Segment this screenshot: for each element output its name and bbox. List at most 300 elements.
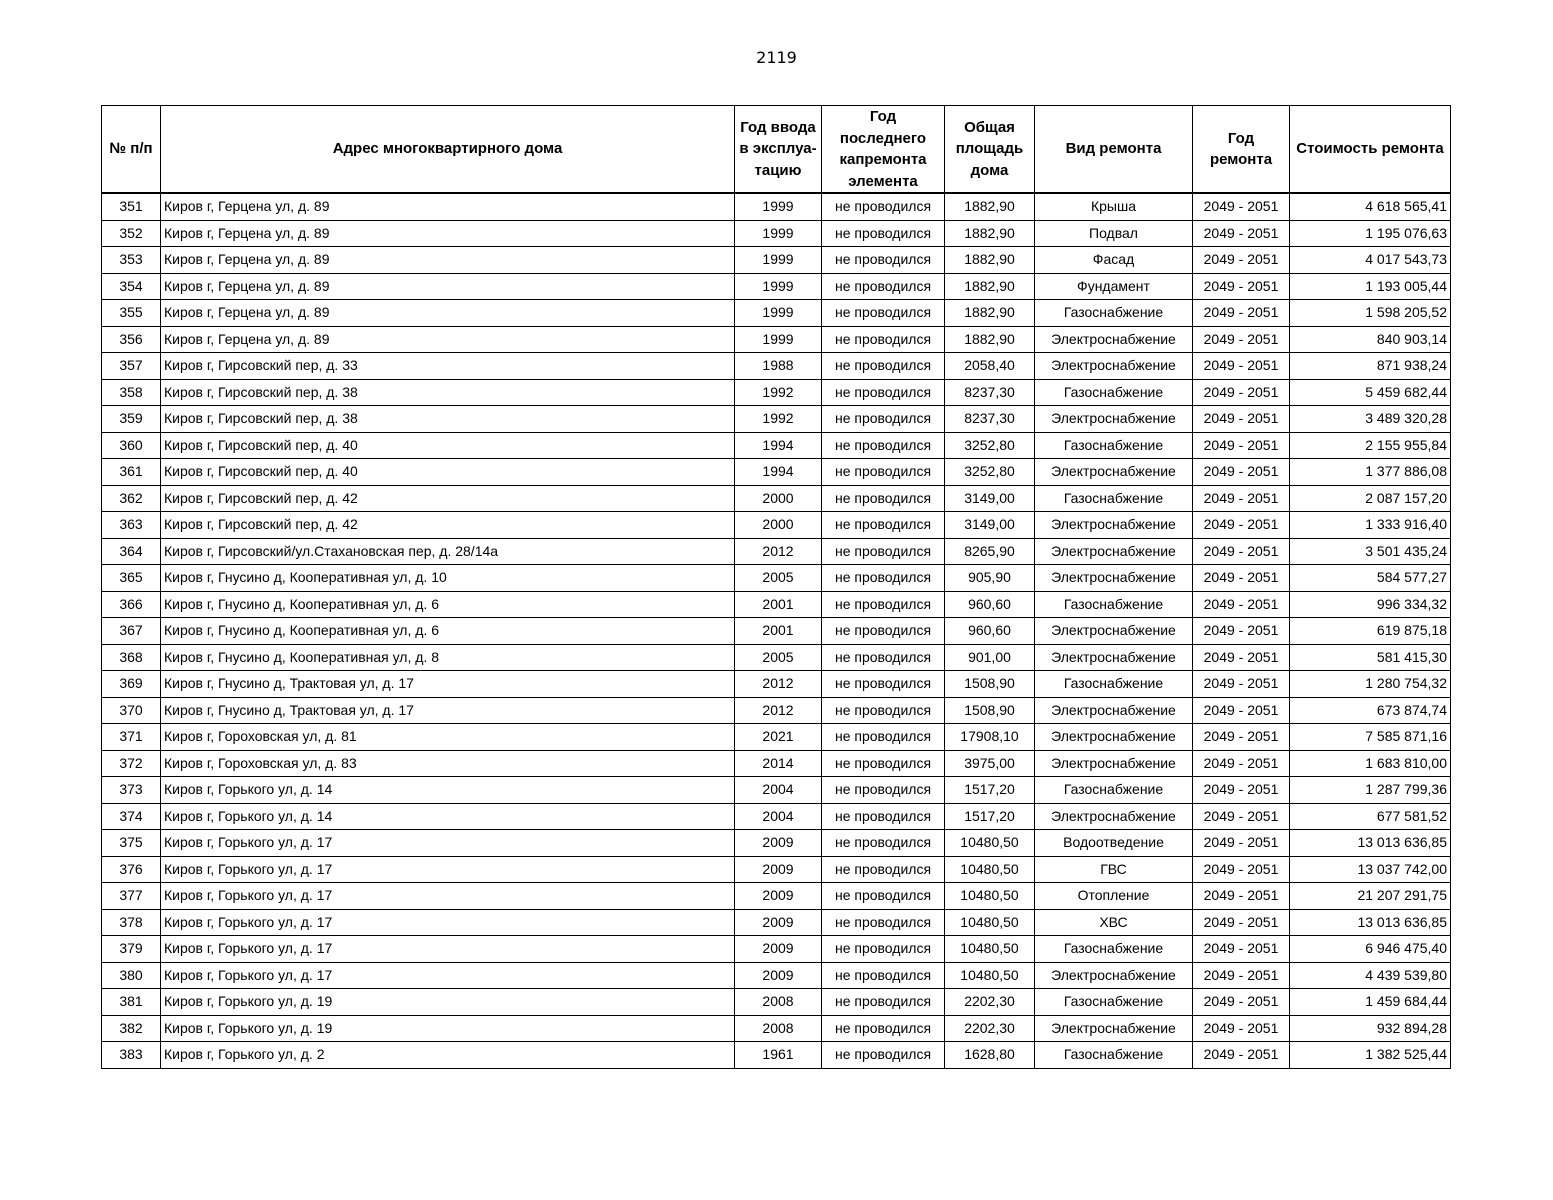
- cell-area: 960,60: [945, 591, 1035, 618]
- cell-repair-type: Электроснабжение: [1035, 538, 1193, 565]
- table-row: [102, 856, 1451, 883]
- table-row: [102, 962, 1451, 989]
- cell-repair-type: Электроснабжение: [1035, 406, 1193, 433]
- cell-area: 960,60: [945, 618, 1035, 645]
- cell-year-built: 1999: [735, 220, 822, 247]
- cell-address: Киров г, Гнусино д, Кооперативная ул, д. 10: [161, 565, 735, 592]
- cell-repair-type: Газоснабжение: [1035, 936, 1193, 963]
- cell-repair-type: Электроснабжение: [1035, 724, 1193, 751]
- cell-repair-type: Электроснабжение: [1035, 512, 1193, 539]
- cell-year-built: 2008: [735, 1015, 822, 1042]
- cell-repair-year: 2049 - 2051: [1193, 512, 1290, 539]
- header-address: Адрес многоквартирного дома: [161, 106, 735, 194]
- cell-num: 368: [102, 644, 161, 671]
- cell-cost: 2 155 955,84: [1290, 432, 1451, 459]
- cell-year-built: 2001: [735, 591, 822, 618]
- cell-area: 10480,50: [945, 936, 1035, 963]
- cell-year-built: 1961: [735, 1042, 822, 1069]
- cell-num: 374: [102, 803, 161, 830]
- cell-repair-year: 2049 - 2051: [1193, 565, 1290, 592]
- cell-last-repair: не проводился: [822, 618, 945, 645]
- cell-last-repair: не проводился: [822, 1042, 945, 1069]
- cell-last-repair: не проводился: [822, 459, 945, 486]
- table-row: [102, 432, 1451, 459]
- cell-area: 10480,50: [945, 883, 1035, 910]
- cell-cost: 1 287 799,36: [1290, 777, 1451, 804]
- cell-last-repair: не проводился: [822, 989, 945, 1016]
- cell-cost: 4 439 539,80: [1290, 962, 1451, 989]
- cell-area: 1882,90: [945, 220, 1035, 247]
- cell-repair-year: 2049 - 2051: [1193, 406, 1290, 433]
- cell-repair-year: 2049 - 2051: [1193, 777, 1290, 804]
- cell-num: 355: [102, 300, 161, 327]
- cell-cost: 13 013 636,85: [1290, 909, 1451, 936]
- cell-cost: 4 618 565,41: [1290, 193, 1451, 220]
- cell-year-built: 2000: [735, 485, 822, 512]
- cell-cost: 21 207 291,75: [1290, 883, 1451, 910]
- table-row: [102, 273, 1451, 300]
- cell-last-repair: не проводился: [822, 406, 945, 433]
- cell-num: 361: [102, 459, 161, 486]
- cell-last-repair: не проводился: [822, 777, 945, 804]
- cell-num: 376: [102, 856, 161, 883]
- cell-cost: 584 577,27: [1290, 565, 1451, 592]
- cell-num: 365: [102, 565, 161, 592]
- cell-area: 3149,00: [945, 485, 1035, 512]
- cell-repair-year: 2049 - 2051: [1193, 856, 1290, 883]
- cell-area: 10480,50: [945, 856, 1035, 883]
- cell-num: 379: [102, 936, 161, 963]
- table-row: [102, 697, 1451, 724]
- cell-num: 367: [102, 618, 161, 645]
- table-row: [102, 220, 1451, 247]
- cell-year-built: 2009: [735, 856, 822, 883]
- cell-area: 3252,80: [945, 459, 1035, 486]
- cell-year-built: 2009: [735, 936, 822, 963]
- table-row: [102, 909, 1451, 936]
- cell-area: 10480,50: [945, 830, 1035, 857]
- cell-address: Киров г, Горького ул, д. 14: [161, 777, 735, 804]
- cell-year-built: 2001: [735, 618, 822, 645]
- cell-repair-year: 2049 - 2051: [1193, 962, 1290, 989]
- cell-repair-year: 2049 - 2051: [1193, 697, 1290, 724]
- cell-year-built: 2004: [735, 777, 822, 804]
- cell-num: 352: [102, 220, 161, 247]
- cell-last-repair: не проводился: [822, 538, 945, 565]
- header-repair-type: Вид ремонта: [1035, 106, 1193, 194]
- cell-num: 358: [102, 379, 161, 406]
- cell-repair-year: 2049 - 2051: [1193, 273, 1290, 300]
- table-row: [102, 379, 1451, 406]
- cell-repair-type: Водоотведение: [1035, 830, 1193, 857]
- table-row: [102, 724, 1451, 751]
- cell-address: Киров г, Герцена ул, д. 89: [161, 193, 735, 220]
- table-row: [102, 565, 1451, 592]
- cell-cost: 1 193 005,44: [1290, 273, 1451, 300]
- cell-cost: 1 459 684,44: [1290, 989, 1451, 1016]
- cell-cost: 1 333 916,40: [1290, 512, 1451, 539]
- cell-cost: 581 415,30: [1290, 644, 1451, 671]
- cell-address: Киров г, Гирсовский пер, д. 40: [161, 432, 735, 459]
- cell-cost: 840 903,14: [1290, 326, 1451, 353]
- cell-address: Киров г, Гнусино д, Кооперативная ул, д. 6: [161, 591, 735, 618]
- cell-repair-type: Электроснабжение: [1035, 750, 1193, 777]
- cell-repair-year: 2049 - 2051: [1193, 936, 1290, 963]
- cell-area: 8237,30: [945, 406, 1035, 433]
- cell-cost: 2 087 157,20: [1290, 485, 1451, 512]
- cell-repair-type: Газоснабжение: [1035, 300, 1193, 327]
- cell-address: Киров г, Гирсовский пер, д. 40: [161, 459, 735, 486]
- cell-repair-type: Электроснабжение: [1035, 565, 1193, 592]
- table-row: [102, 1015, 1451, 1042]
- cell-address: Киров г, Герцена ул, д. 89: [161, 326, 735, 353]
- cell-repair-year: 2049 - 2051: [1193, 326, 1290, 353]
- cell-cost: 932 894,28: [1290, 1015, 1451, 1042]
- cell-repair-year: 2049 - 2051: [1193, 671, 1290, 698]
- cell-repair-type: Газоснабжение: [1035, 1042, 1193, 1069]
- cell-last-repair: не проводился: [822, 273, 945, 300]
- cell-area: 1508,90: [945, 697, 1035, 724]
- table-row: [102, 485, 1451, 512]
- cell-last-repair: не проводился: [822, 909, 945, 936]
- cell-cost: 3 501 435,24: [1290, 538, 1451, 565]
- table-row: [102, 326, 1451, 353]
- cell-repair-year: 2049 - 2051: [1193, 485, 1290, 512]
- cell-address: Киров г, Герцена ул, д. 89: [161, 273, 735, 300]
- cell-last-repair: не проводился: [822, 300, 945, 327]
- cell-repair-type: Фундамент: [1035, 273, 1193, 300]
- cell-repair-year: 2049 - 2051: [1193, 989, 1290, 1016]
- cell-area: 905,90: [945, 565, 1035, 592]
- cell-num: 377: [102, 883, 161, 910]
- cell-year-built: 2012: [735, 697, 822, 724]
- cell-year-built: 2000: [735, 512, 822, 539]
- cell-num: 382: [102, 1015, 161, 1042]
- cell-area: 1508,90: [945, 671, 1035, 698]
- cell-num: 364: [102, 538, 161, 565]
- cell-last-repair: не проводился: [822, 512, 945, 539]
- cell-area: 10480,50: [945, 962, 1035, 989]
- cell-area: 1517,20: [945, 803, 1035, 830]
- cell-address: Киров г, Гнусино д, Кооперативная ул, д. 8: [161, 644, 735, 671]
- cell-cost: 4 017 543,73: [1290, 247, 1451, 274]
- cell-year-built: 1992: [735, 406, 822, 433]
- cell-area: 1628,80: [945, 1042, 1035, 1069]
- cell-cost: 7 585 871,16: [1290, 724, 1451, 751]
- cell-area: 17908,10: [945, 724, 1035, 751]
- cell-address: Киров г, Гирсовский/ул.Стахановская пер, д. 28/14а: [161, 538, 735, 565]
- cell-area: 1882,90: [945, 300, 1035, 327]
- cell-last-repair: не проводился: [822, 591, 945, 618]
- repair-table: [101, 105, 1451, 1069]
- cell-repair-year: 2049 - 2051: [1193, 750, 1290, 777]
- table-row: [102, 353, 1451, 380]
- cell-area: 2202,30: [945, 989, 1035, 1016]
- cell-year-built: 1994: [735, 459, 822, 486]
- cell-repair-type: Электроснабжение: [1035, 1015, 1193, 1042]
- cell-year-built: 1999: [735, 193, 822, 220]
- cell-num: 357: [102, 353, 161, 380]
- cell-num: 362: [102, 485, 161, 512]
- cell-year-built: 2004: [735, 803, 822, 830]
- cell-repair-year: 2049 - 2051: [1193, 644, 1290, 671]
- cell-cost: 1 377 886,08: [1290, 459, 1451, 486]
- cell-num: 381: [102, 989, 161, 1016]
- cell-address: Киров г, Горького ул, д. 19: [161, 989, 735, 1016]
- cell-num: 360: [102, 432, 161, 459]
- cell-cost: 996 334,32: [1290, 591, 1451, 618]
- table-row: [102, 247, 1451, 274]
- header-last-repair: Год последнего капремонта элемента: [822, 106, 945, 194]
- table-row: [102, 777, 1451, 804]
- cell-cost: 1 195 076,63: [1290, 220, 1451, 247]
- table-row: [102, 591, 1451, 618]
- cell-last-repair: не проводился: [822, 353, 945, 380]
- cell-repair-type: Газоснабжение: [1035, 485, 1193, 512]
- header-area: Общая площадь дома: [945, 106, 1035, 194]
- header-repair-year: Год ремонта: [1193, 106, 1290, 194]
- table-row: [102, 671, 1451, 698]
- cell-last-repair: не проводился: [822, 1015, 945, 1042]
- cell-repair-year: 2049 - 2051: [1193, 803, 1290, 830]
- cell-year-built: 2009: [735, 962, 822, 989]
- cell-cost: 3 489 320,28: [1290, 406, 1451, 433]
- cell-last-repair: не проводился: [822, 697, 945, 724]
- cell-area: 8237,30: [945, 379, 1035, 406]
- cell-area: 1882,90: [945, 193, 1035, 220]
- table-row: [102, 644, 1451, 671]
- cell-address: Киров г, Герцена ул, д. 89: [161, 220, 735, 247]
- cell-repair-type: ХВС: [1035, 909, 1193, 936]
- cell-last-repair: не проводился: [822, 856, 945, 883]
- cell-cost: 1 683 810,00: [1290, 750, 1451, 777]
- cell-address: Киров г, Гирсовский пер, д. 33: [161, 353, 735, 380]
- cell-repair-type: Отопление: [1035, 883, 1193, 910]
- table-row: [102, 406, 1451, 433]
- cell-cost: 5 459 682,44: [1290, 379, 1451, 406]
- cell-last-repair: не проводился: [822, 962, 945, 989]
- cell-cost: 13 013 636,85: [1290, 830, 1451, 857]
- cell-num: 353: [102, 247, 161, 274]
- header-row: [102, 106, 1451, 194]
- table-row: [102, 193, 1451, 220]
- cell-address: Киров г, Гороховская ул, д. 81: [161, 724, 735, 751]
- page-number: 2119: [756, 48, 797, 67]
- cell-num: 375: [102, 830, 161, 857]
- cell-last-repair: не проводился: [822, 724, 945, 751]
- cell-repair-year: 2049 - 2051: [1193, 909, 1290, 936]
- cell-last-repair: не проводился: [822, 220, 945, 247]
- cell-address: Киров г, Гирсовский пер, д. 42: [161, 512, 735, 539]
- header-year-built: Год ввода в эксплуа-тацию: [735, 106, 822, 194]
- cell-repair-year: 2049 - 2051: [1193, 1042, 1290, 1069]
- cell-year-built: 1988: [735, 353, 822, 380]
- cell-address: Киров г, Горького ул, д. 17: [161, 830, 735, 857]
- cell-repair-year: 2049 - 2051: [1193, 300, 1290, 327]
- cell-num: 359: [102, 406, 161, 433]
- cell-repair-type: Электроснабжение: [1035, 697, 1193, 724]
- cell-repair-year: 2049 - 2051: [1193, 591, 1290, 618]
- cell-year-built: 1999: [735, 300, 822, 327]
- cell-area: 8265,90: [945, 538, 1035, 565]
- cell-year-built: 1999: [735, 326, 822, 353]
- cell-repair-type: Электроснабжение: [1035, 803, 1193, 830]
- cell-repair-year: 2049 - 2051: [1193, 247, 1290, 274]
- cell-num: 366: [102, 591, 161, 618]
- cell-area: 1882,90: [945, 247, 1035, 274]
- cell-repair-year: 2049 - 2051: [1193, 830, 1290, 857]
- cell-address: Киров г, Гирсовский пер, д. 38: [161, 379, 735, 406]
- cell-area: 10480,50: [945, 909, 1035, 936]
- cell-address: Киров г, Горького ул, д. 17: [161, 883, 735, 910]
- cell-num: 380: [102, 962, 161, 989]
- cell-cost: 1 280 754,32: [1290, 671, 1451, 698]
- cell-repair-type: Газоснабжение: [1035, 432, 1193, 459]
- cell-year-built: 2005: [735, 565, 822, 592]
- cell-repair-type: Крыша: [1035, 193, 1193, 220]
- cell-area: 3149,00: [945, 512, 1035, 539]
- cell-last-repair: не проводился: [822, 750, 945, 777]
- cell-last-repair: не проводился: [822, 936, 945, 963]
- cell-year-built: 1999: [735, 247, 822, 274]
- cell-year-built: 2009: [735, 883, 822, 910]
- table-row: [102, 830, 1451, 857]
- cell-num: 378: [102, 909, 161, 936]
- cell-repair-type: Электроснабжение: [1035, 618, 1193, 645]
- cell-address: Киров г, Гирсовский пер, д. 42: [161, 485, 735, 512]
- table-row: [102, 936, 1451, 963]
- cell-repair-type: Газоснабжение: [1035, 591, 1193, 618]
- cell-cost: 1 382 525,44: [1290, 1042, 1451, 1069]
- table-row: [102, 512, 1451, 539]
- cell-repair-type: Электроснабжение: [1035, 459, 1193, 486]
- cell-repair-type: Электроснабжение: [1035, 326, 1193, 353]
- cell-repair-year: 2049 - 2051: [1193, 618, 1290, 645]
- table-row: [102, 750, 1451, 777]
- cell-cost: 6 946 475,40: [1290, 936, 1451, 963]
- table-body: [102, 193, 1451, 1068]
- cell-area: 1882,90: [945, 273, 1035, 300]
- table-row: [102, 538, 1451, 565]
- cell-repair-type: Электроснабжение: [1035, 962, 1193, 989]
- cell-last-repair: не проводился: [822, 883, 945, 910]
- cell-repair-type: Фасад: [1035, 247, 1193, 274]
- cell-last-repair: не проводился: [822, 247, 945, 274]
- cell-cost: 871 938,24: [1290, 353, 1451, 380]
- cell-num: 356: [102, 326, 161, 353]
- cell-num: 351: [102, 193, 161, 220]
- cell-address: Киров г, Гнусино д, Кооперативная ул, д. 6: [161, 618, 735, 645]
- cell-repair-year: 2049 - 2051: [1193, 538, 1290, 565]
- cell-num: 373: [102, 777, 161, 804]
- cell-last-repair: не проводился: [822, 326, 945, 353]
- table-row: [102, 300, 1451, 327]
- cell-area: 1882,90: [945, 326, 1035, 353]
- header-cost: Стоимость ремонта: [1290, 106, 1451, 194]
- cell-year-built: 2009: [735, 909, 822, 936]
- cell-repair-type: Газоснабжение: [1035, 671, 1193, 698]
- cell-last-repair: не проводился: [822, 644, 945, 671]
- cell-area: 1517,20: [945, 777, 1035, 804]
- table-row: [102, 618, 1451, 645]
- cell-address: Киров г, Горького ул, д. 17: [161, 909, 735, 936]
- table-row: [102, 459, 1451, 486]
- cell-address: Киров г, Герцена ул, д. 89: [161, 247, 735, 274]
- cell-repair-year: 2049 - 2051: [1193, 459, 1290, 486]
- cell-address: Киров г, Гирсовский пер, д. 38: [161, 406, 735, 433]
- cell-num: 369: [102, 671, 161, 698]
- cell-last-repair: не проводился: [822, 485, 945, 512]
- cell-address: Киров г, Герцена ул, д. 89: [161, 300, 735, 327]
- cell-year-built: 2012: [735, 538, 822, 565]
- cell-repair-type: Электроснабжение: [1035, 644, 1193, 671]
- cell-area: 901,00: [945, 644, 1035, 671]
- cell-cost: 13 037 742,00: [1290, 856, 1451, 883]
- cell-repair-year: 2049 - 2051: [1193, 353, 1290, 380]
- cell-last-repair: не проводился: [822, 671, 945, 698]
- cell-address: Киров г, Горького ул, д. 17: [161, 856, 735, 883]
- cell-repair-year: 2049 - 2051: [1193, 193, 1290, 220]
- cell-repair-type: Подвал: [1035, 220, 1193, 247]
- cell-repair-year: 2049 - 2051: [1193, 432, 1290, 459]
- cell-year-built: 2014: [735, 750, 822, 777]
- table-row: [102, 1042, 1451, 1069]
- cell-address: Киров г, Горького ул, д. 19: [161, 1015, 735, 1042]
- table-row: [102, 883, 1451, 910]
- cell-repair-year: 2049 - 2051: [1193, 220, 1290, 247]
- cell-repair-year: 2049 - 2051: [1193, 379, 1290, 406]
- cell-num: 371: [102, 724, 161, 751]
- cell-address: Киров г, Горького ул, д. 17: [161, 936, 735, 963]
- cell-last-repair: не проводился: [822, 193, 945, 220]
- cell-year-built: 2009: [735, 830, 822, 857]
- cell-repair-type: Газоснабжение: [1035, 989, 1193, 1016]
- cell-repair-type: ГВС: [1035, 856, 1193, 883]
- cell-address: Киров г, Горького ул, д. 2: [161, 1042, 735, 1069]
- cell-area: 2058,40: [945, 353, 1035, 380]
- cell-year-built: 1999: [735, 273, 822, 300]
- cell-num: 354: [102, 273, 161, 300]
- cell-area: 3252,80: [945, 432, 1035, 459]
- cell-repair-type: Газоснабжение: [1035, 777, 1193, 804]
- cell-last-repair: не проводился: [822, 803, 945, 830]
- cell-repair-type: Электроснабжение: [1035, 353, 1193, 380]
- table-row: [102, 989, 1451, 1016]
- cell-year-built: 2012: [735, 671, 822, 698]
- cell-area: 2202,30: [945, 1015, 1035, 1042]
- table-row: [102, 803, 1451, 830]
- cell-last-repair: не проводился: [822, 565, 945, 592]
- cell-address: Киров г, Гнусино д, Трактовая ул, д. 17: [161, 671, 735, 698]
- cell-last-repair: не проводился: [822, 830, 945, 857]
- cell-address: Киров г, Гнусино д, Трактовая ул, д. 17: [161, 697, 735, 724]
- cell-num: 372: [102, 750, 161, 777]
- cell-year-built: 1994: [735, 432, 822, 459]
- cell-repair-year: 2049 - 2051: [1193, 883, 1290, 910]
- cell-repair-type: Газоснабжение: [1035, 379, 1193, 406]
- cell-cost: 677 581,52: [1290, 803, 1451, 830]
- cell-repair-year: 2049 - 2051: [1193, 1015, 1290, 1042]
- cell-year-built: 2021: [735, 724, 822, 751]
- cell-num: 370: [102, 697, 161, 724]
- cell-last-repair: не проводился: [822, 432, 945, 459]
- cell-last-repair: не проводился: [822, 379, 945, 406]
- cell-year-built: 2008: [735, 989, 822, 1016]
- cell-year-built: 1992: [735, 379, 822, 406]
- cell-address: Киров г, Горького ул, д. 17: [161, 962, 735, 989]
- cell-year-built: 2005: [735, 644, 822, 671]
- header-num: № п/п: [102, 106, 161, 194]
